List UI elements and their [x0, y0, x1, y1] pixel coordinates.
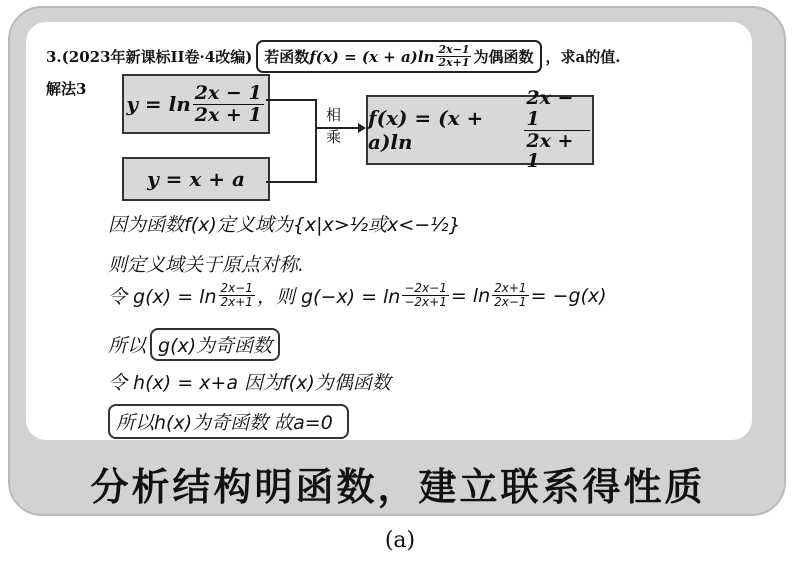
- hand-l3-frac2: [402, 282, 448, 309]
- hand-l3-c: = ln: [450, 284, 491, 307]
- hand-line-6: [108, 404, 349, 439]
- result-num: 2x − 1: [524, 88, 590, 131]
- method-label: 解法3: [46, 80, 87, 98]
- hand-l3-frac2-den: −2x+1: [404, 295, 447, 310]
- hand-l6-boxed: 所以h(x)为奇函数 故a=0: [108, 404, 349, 439]
- problem-question: ，求a的值.: [545, 48, 621, 67]
- hand-l4-prefix: 所以: [108, 335, 147, 357]
- problem-tail: 为偶函数: [473, 48, 534, 67]
- hand-l3-frac3-den: 2x−1: [494, 295, 527, 310]
- problem-func: f(x) = (x + a)ln: [309, 47, 435, 66]
- diagram-box-ln: [122, 74, 270, 134]
- result-den: 2x + 1: [526, 129, 574, 173]
- hand-line-3: [108, 282, 607, 309]
- result-prefix: f(x) = (x + a)ln: [368, 106, 484, 154]
- problem-frac-num: 2x−1: [438, 43, 470, 56]
- hand-line-5: 令 h(x) = x+a 因为f(x)为偶函数: [108, 372, 391, 394]
- hand-line-2: 则定义域关于原点对称.: [108, 254, 305, 276]
- connector-label: [326, 104, 341, 148]
- problem-lead: 若函数: [264, 48, 310, 67]
- caption: 分析结构明函数，建立联系得性质: [90, 465, 706, 509]
- hand-l3-b: ，则 g(−x) = ln: [256, 286, 401, 309]
- box2-text: y = x + a: [147, 167, 245, 191]
- hand-l3-d: = −g(x): [530, 284, 607, 307]
- box1-den: 2x + 1: [194, 103, 262, 126]
- problem-highlight-box: [256, 40, 541, 73]
- box1-prefix: y = ln: [126, 92, 191, 116]
- diagram-box-linear: [122, 157, 270, 201]
- problem-prefix: 3.(2023年新课标II卷·4改编): [46, 48, 253, 67]
- result-fraction: [524, 88, 590, 173]
- problem-fraction: [436, 44, 471, 69]
- hand-line-4: [108, 328, 280, 361]
- problem-frac-den: 2x+1: [438, 56, 470, 70]
- hand-l3-frac1: [219, 282, 255, 309]
- hand-l3-frac3-num: 2x+1: [494, 281, 527, 295]
- hand-l3-a: 令 g(x) = ln: [108, 286, 217, 309]
- hand-l3-frac1-num: 2x−1: [220, 281, 253, 295]
- diagram-result-box: [366, 86, 594, 173]
- connector-label-2: 乘: [326, 128, 342, 146]
- hand-l3-frac1-den: 2x+1: [220, 295, 253, 310]
- diagram-connector: [266, 90, 366, 190]
- connector-label-1: 相: [326, 106, 342, 124]
- box1-num: 2x − 1: [194, 81, 262, 104]
- hand-line-1: 因为函数f(x)定义域为{x|x>½或x<−½}: [108, 214, 461, 236]
- hand-l3-frac2-num: −2x−1: [404, 281, 447, 295]
- hand-l3-frac3: [492, 282, 528, 309]
- problem-statement: [46, 40, 620, 73]
- box1-fraction: [193, 83, 264, 126]
- hand-l4-boxed: g(x)为奇函数: [150, 328, 280, 361]
- figure-sublabel: (a): [384, 528, 416, 553]
